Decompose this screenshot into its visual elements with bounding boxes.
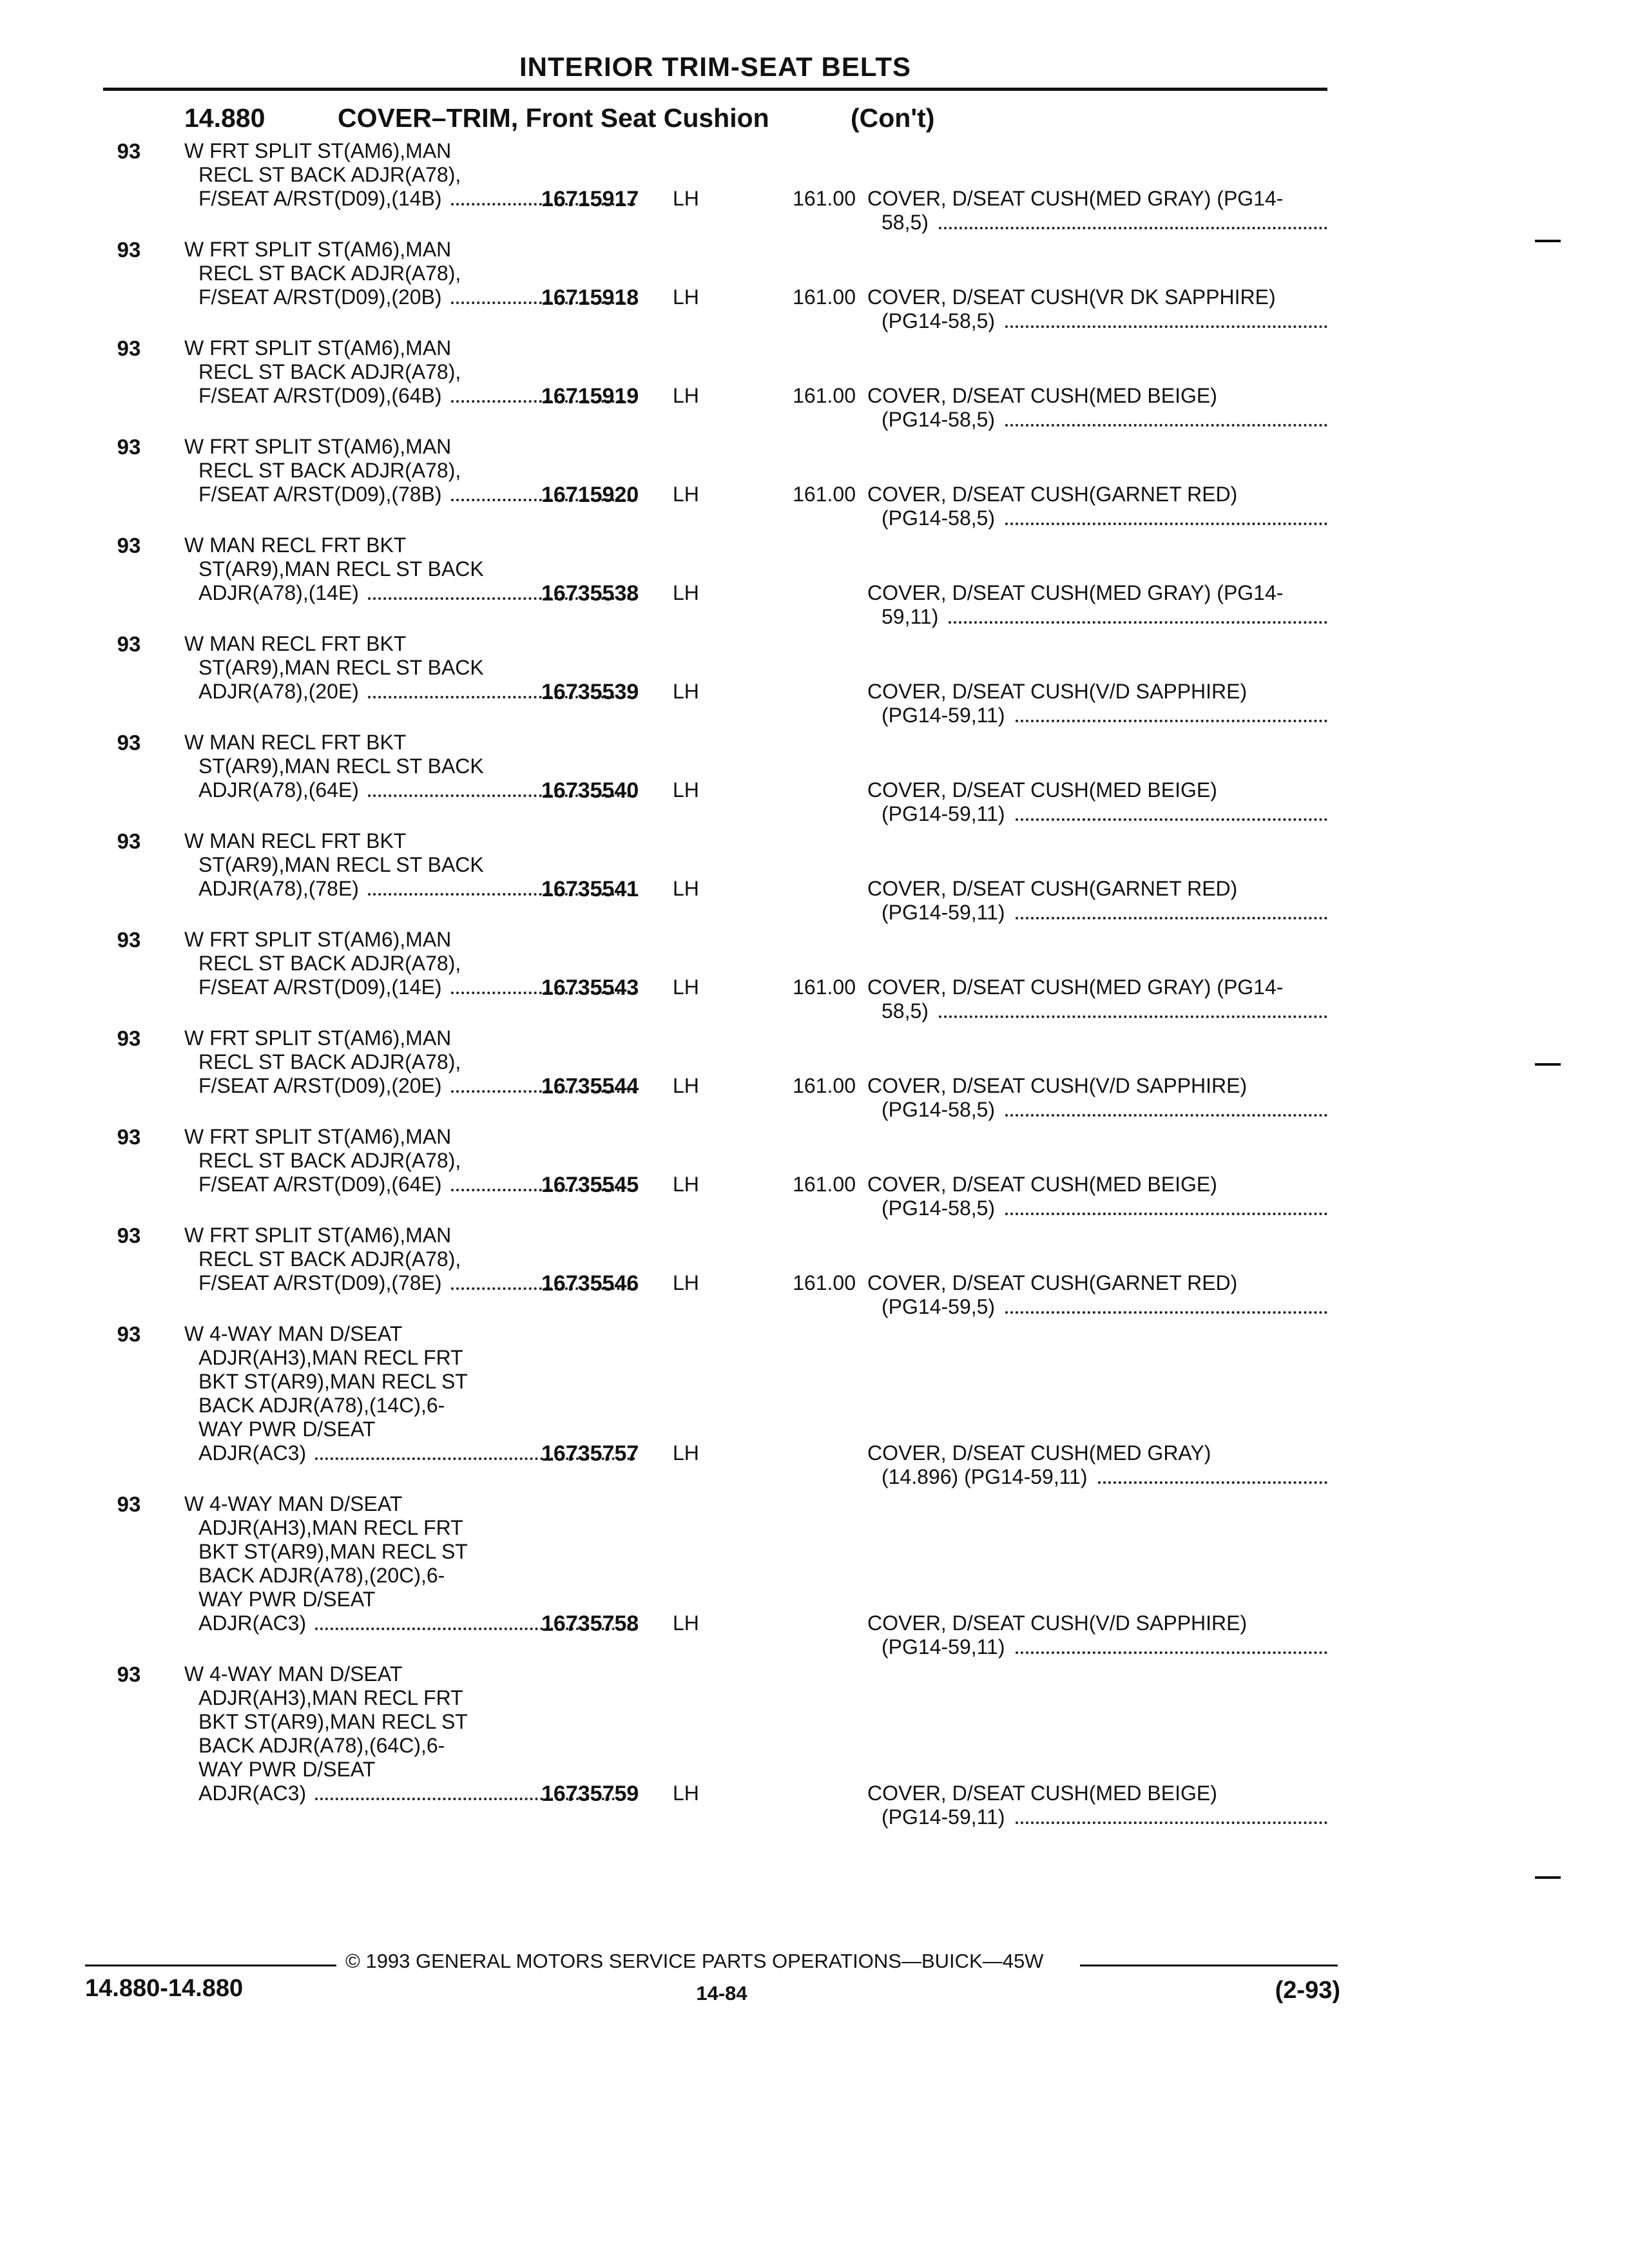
- part-description-line: (PG14-58,5): [882, 309, 996, 332]
- part-number: 16715918: [541, 285, 639, 310]
- part-description-line: COVER, D/SEAT CUSH(V/D SAPPHIRE): [867, 1074, 1248, 1097]
- part-description-line: COVER, D/SEAT CUSH(MED BEIGE): [867, 1782, 1217, 1805]
- part-number: 16735538: [541, 581, 639, 606]
- usage-line: W FRT SPLIT ST(AM6),MAN: [184, 1125, 452, 1148]
- usage-line: W MAN RECL FRT BKT: [184, 731, 407, 754]
- part-description-line: (PG14-59,11): [882, 704, 1005, 727]
- side-code: LH: [673, 1611, 699, 1635]
- usage-line: BKT ST(AR9),MAN RECL ST: [198, 1710, 468, 1733]
- price: 161.00: [793, 975, 856, 999]
- usage-line: ADJR(AH3),MAN RECL FRT: [198, 1346, 463, 1369]
- part-description-line: COVER, D/SEAT CUSH(MED GRAY) (PG14-: [867, 581, 1284, 604]
- list-item: [103, 1492, 1327, 1662]
- side-code: LH: [673, 778, 699, 802]
- usage-line: W FRT SPLIT ST(AM6),MAN: [184, 1026, 452, 1050]
- usage-line: BACK ADJR(A78),(64C),6-: [198, 1734, 445, 1757]
- usage-line: ADJR(A78),(78E): [198, 877, 359, 900]
- price: 161.00: [793, 1074, 856, 1097]
- side-code: LH: [673, 680, 699, 703]
- usage-line: W 4-WAY MAN D/SEAT: [184, 1322, 403, 1345]
- part-number: 16735757: [541, 1441, 639, 1466]
- part-description-line: 59,11): [882, 605, 939, 628]
- usage-line: RECL ST BACK ADJR(A78),: [198, 262, 461, 285]
- usage-line: W FRT SPLIT ST(AM6),MAN: [184, 1224, 452, 1247]
- list-item: [103, 928, 1327, 1026]
- side-code: LH: [673, 1173, 699, 1196]
- usage-line: BKT ST(AR9),MAN RECL ST: [198, 1370, 468, 1393]
- model-year: 93: [117, 632, 141, 656]
- model-year: 93: [117, 1662, 141, 1686]
- part-number: 16735539: [541, 680, 639, 704]
- model-year: 93: [117, 435, 141, 459]
- dot-leader: [1005, 325, 1327, 328]
- part-description-line: (PG14-59,11): [882, 802, 1005, 825]
- model-year: 93: [117, 1026, 141, 1050]
- usage-line: RECL ST BACK ADJR(A78),: [198, 952, 461, 975]
- side-code: LH: [673, 975, 699, 999]
- part-number: 16735544: [541, 1074, 639, 1099]
- dot-leader: [1005, 424, 1327, 427]
- list-item: [103, 1026, 1327, 1125]
- part-description-line: COVER, D/SEAT CUSH(GARNET RED): [867, 1271, 1238, 1294]
- part-description: [867, 581, 1327, 629]
- side-code: LH: [673, 187, 699, 210]
- model-year: 93: [117, 533, 141, 557]
- model-year: 93: [117, 1322, 141, 1346]
- part-number: 16715920: [541, 483, 639, 507]
- usage-line: WAY PWR D/SEAT: [198, 1758, 376, 1781]
- dot-leader: [1005, 1114, 1327, 1117]
- usage-line: F/SEAT A/RST(D09),(20E): [198, 1074, 442, 1097]
- list-item: [103, 238, 1327, 336]
- dot-leader: [1016, 818, 1328, 821]
- usage-line: W FRT SPLIT ST(AM6),MAN: [184, 139, 452, 162]
- usage-line: W FRT SPLIT ST(AM6),MAN: [184, 928, 452, 951]
- side-code: LH: [673, 285, 699, 309]
- model-year: 93: [117, 928, 141, 952]
- usage-line: W MAN RECL FRT BKT: [184, 533, 407, 557]
- usage-line: F/SEAT A/RST(D09),(64B): [198, 384, 442, 407]
- dot-leader: [1016, 917, 1328, 919]
- dot-leader: [1016, 1821, 1328, 1824]
- usage-line: F/SEAT A/RST(D09),(20B): [198, 285, 442, 309]
- dot-leader: [1005, 1213, 1327, 1215]
- dot-leader: [1016, 720, 1328, 722]
- price: 161.00: [793, 1271, 856, 1294]
- part-description-line: (PG14-58,5): [882, 506, 996, 530]
- dot-leader: [1005, 1311, 1327, 1314]
- part-description: [867, 778, 1327, 826]
- margin-mark: [1535, 240, 1561, 242]
- part-description-line: COVER, D/SEAT CUSH(VR DK SAPPHIRE): [867, 285, 1276, 309]
- parts-list: [103, 139, 1327, 1832]
- part-description-line: COVER, D/SEAT CUSH(MED BEIGE): [867, 384, 1217, 407]
- part-description-line: (PG14-58,5): [882, 1098, 996, 1121]
- footer-date: (2-93): [1275, 1977, 1340, 2004]
- usage-line: ADJR(AC3): [198, 1611, 307, 1635]
- price: 161.00: [793, 384, 856, 407]
- side-code: LH: [673, 1074, 699, 1097]
- usage-line: W FRT SPLIT ST(AM6),MAN: [184, 336, 452, 360]
- side-code: LH: [673, 384, 699, 407]
- part-description-line: COVER, D/SEAT CUSH(MED GRAY) (PG14-: [867, 187, 1284, 210]
- usage-line: ADJR(A78),(20E): [198, 680, 359, 703]
- side-code: LH: [673, 877, 699, 900]
- usage-line: ADJR(AH3),MAN RECL FRT: [198, 1516, 463, 1539]
- usage-line: RECL ST BACK ADJR(A78),: [198, 459, 461, 482]
- section-heading: [103, 103, 1327, 142]
- usage-line: ADJR(A78),(14E): [198, 581, 359, 604]
- usage-line: W MAN RECL FRT BKT: [184, 829, 407, 852]
- part-description: [867, 1173, 1327, 1220]
- footer-range: 14.880-14.880: [85, 1975, 244, 2002]
- usage-line: ST(AR9),MAN RECL ST BACK: [198, 656, 484, 679]
- part-description-line: 58,5): [882, 999, 929, 1023]
- part-number: 16735543: [541, 975, 639, 1000]
- list-item: [103, 435, 1327, 533]
- part-description: [867, 187, 1327, 235]
- list-item: [103, 829, 1327, 928]
- part-description: [867, 483, 1327, 530]
- usage-line: F/SEAT A/RST(D09),(14E): [198, 975, 442, 999]
- part-description-line: (PG14-59,11): [882, 1635, 1005, 1658]
- usage-line: F/SEAT A/RST(D09),(14B): [198, 187, 442, 210]
- usage-line: RECL ST BACK ADJR(A78),: [198, 1050, 461, 1073]
- part-description-line: COVER, D/SEAT CUSH(V/D SAPPHIRE): [867, 680, 1248, 703]
- model-year: 93: [117, 829, 141, 853]
- usage-line: ADJR(AC3): [198, 1782, 307, 1805]
- side-code: LH: [673, 1271, 699, 1294]
- part-number: 16735545: [541, 1173, 639, 1197]
- side-code: LH: [673, 1441, 699, 1465]
- part-number: 16735541: [541, 877, 639, 901]
- margin-mark: [1535, 1063, 1561, 1066]
- usage-line: W FRT SPLIT ST(AM6),MAN: [184, 435, 452, 458]
- part-description-line: COVER, D/SEAT CUSH(GARNET RED): [867, 483, 1238, 506]
- side-code: LH: [673, 1782, 699, 1805]
- part-description-line: (14.896) (PG14-59,11): [882, 1465, 1088, 1488]
- usage-line: W 4-WAY MAN D/SEAT: [184, 1662, 403, 1686]
- price: 161.00: [793, 483, 856, 506]
- usage-line: RECL ST BACK ADJR(A78),: [198, 163, 461, 186]
- part-description-line: (PG14-58,5): [882, 1196, 996, 1220]
- usage-line: F/SEAT A/RST(D09),(64E): [198, 1173, 442, 1196]
- price: 161.00: [793, 187, 856, 210]
- usage-line: RECL ST BACK ADJR(A78),: [198, 1247, 461, 1271]
- list-item: [103, 336, 1327, 435]
- usage-line: W FRT SPLIT ST(AM6),MAN: [184, 238, 452, 261]
- usage-line: ST(AR9),MAN RECL ST BACK: [198, 853, 484, 876]
- part-description-line: COVER, D/SEAT CUSH(MED GRAY) (PG14-: [867, 975, 1284, 999]
- list-item: [103, 1224, 1327, 1322]
- model-year: 93: [117, 1224, 141, 1247]
- page-title: INTERIOR TRIM-SEAT BELTS: [519, 52, 912, 82]
- usage-line: BKT ST(AR9),MAN RECL ST: [198, 1540, 468, 1563]
- dot-leader: [949, 621, 1327, 624]
- price: 161.00: [793, 285, 856, 309]
- side-code: LH: [673, 483, 699, 506]
- dot-leader: [939, 227, 1327, 229]
- usage-line: F/SEAT A/RST(D09),(78E): [198, 1271, 442, 1294]
- usage-line: WAY PWR D/SEAT: [198, 1588, 376, 1611]
- list-item: [103, 632, 1327, 731]
- part-description: [867, 384, 1327, 432]
- usage-line: W 4-WAY MAN D/SEAT: [184, 1492, 403, 1515]
- part-description-line: (PG14-59,5): [882, 1295, 996, 1318]
- usage-line: ST(AR9),MAN RECL ST BACK: [198, 557, 484, 581]
- dot-leader: [1005, 523, 1327, 525]
- list-item: [103, 533, 1327, 632]
- part-description: [867, 285, 1327, 333]
- model-year: 93: [117, 1125, 141, 1149]
- footer-page-number: 14-84: [696, 1982, 747, 2004]
- dot-leader: [1098, 1481, 1327, 1484]
- usage-line: ADJR(AC3): [198, 1441, 307, 1465]
- list-item: [103, 139, 1327, 238]
- dot-leader: [939, 1015, 1327, 1018]
- usage-line: RECL ST BACK ADJR(A78),: [198, 360, 461, 383]
- price: 161.00: [793, 1173, 856, 1196]
- part-number: 16735546: [541, 1271, 639, 1296]
- part-description: [867, 975, 1327, 1023]
- header-rule: [103, 88, 1327, 91]
- section-continued: (Con't): [851, 103, 935, 133]
- list-item: [103, 1125, 1327, 1224]
- part-description-line: (PG14-58,5): [882, 408, 996, 431]
- part-number: 16735758: [541, 1611, 639, 1636]
- part-description: [867, 1271, 1327, 1319]
- part-description-line: 58,5): [882, 211, 929, 234]
- model-year: 93: [117, 336, 141, 360]
- usage-line: WAY PWR D/SEAT: [198, 1418, 376, 1441]
- section-number: 14.880: [184, 103, 265, 133]
- part-description-line: COVER, D/SEAT CUSH(GARNET RED): [867, 877, 1238, 900]
- part-description: [867, 877, 1327, 925]
- model-year: 93: [117, 1492, 141, 1516]
- part-description: [867, 1611, 1327, 1659]
- part-description: [867, 680, 1327, 727]
- part-description: [867, 1782, 1327, 1829]
- model-year: 93: [117, 238, 141, 262]
- usage-line: BACK ADJR(A78),(14C),6-: [198, 1394, 445, 1417]
- model-year: 93: [117, 139, 141, 163]
- part-description: [867, 1074, 1327, 1122]
- usage-line: ADJR(A78),(64E): [198, 778, 359, 802]
- section-title: COVER–TRIM, Front Seat Cushion: [338, 103, 769, 133]
- list-item: [103, 1662, 1327, 1832]
- list-item: [103, 1322, 1327, 1492]
- usage-line: RECL ST BACK ADJR(A78),: [198, 1149, 461, 1172]
- usage-line: ADJR(AH3),MAN RECL FRT: [198, 1686, 463, 1709]
- part-number: 16735540: [541, 778, 639, 803]
- usage-line: W MAN RECL FRT BKT: [184, 632, 407, 655]
- part-description-line: COVER, D/SEAT CUSH(MED BEIGE): [867, 778, 1217, 802]
- footer-rule: [1080, 1965, 1338, 1966]
- part-description-line: (PG14-59,11): [882, 1805, 1005, 1829]
- part-description-line: COVER, D/SEAT CUSH(MED GRAY): [867, 1441, 1211, 1465]
- margin-mark: [1535, 1876, 1561, 1879]
- usage-line: ST(AR9),MAN RECL ST BACK: [198, 754, 484, 778]
- dot-leader: [1016, 1651, 1328, 1654]
- list-item: [103, 731, 1327, 829]
- part-description-line: COVER, D/SEAT CUSH(V/D SAPPHIRE): [867, 1611, 1248, 1635]
- part-description-line: COVER, D/SEAT CUSH(MED BEIGE): [867, 1173, 1217, 1196]
- usage-line: BACK ADJR(A78),(20C),6-: [198, 1564, 445, 1587]
- footer-rule: [85, 1965, 336, 1966]
- side-code: LH: [673, 581, 699, 604]
- usage-line: F/SEAT A/RST(D09),(78B): [198, 483, 442, 506]
- part-number: 16735759: [541, 1782, 639, 1806]
- part-number: 16715919: [541, 384, 639, 408]
- part-description: [867, 1441, 1327, 1489]
- model-year: 93: [117, 731, 141, 754]
- footer-copyright: © 1993 GENERAL MOTORS SERVICE PARTS OPERATIONS—BUICK—45W: [345, 1950, 1044, 1972]
- part-description-line: (PG14-59,11): [882, 901, 1005, 924]
- part-number: 16715917: [541, 187, 639, 211]
